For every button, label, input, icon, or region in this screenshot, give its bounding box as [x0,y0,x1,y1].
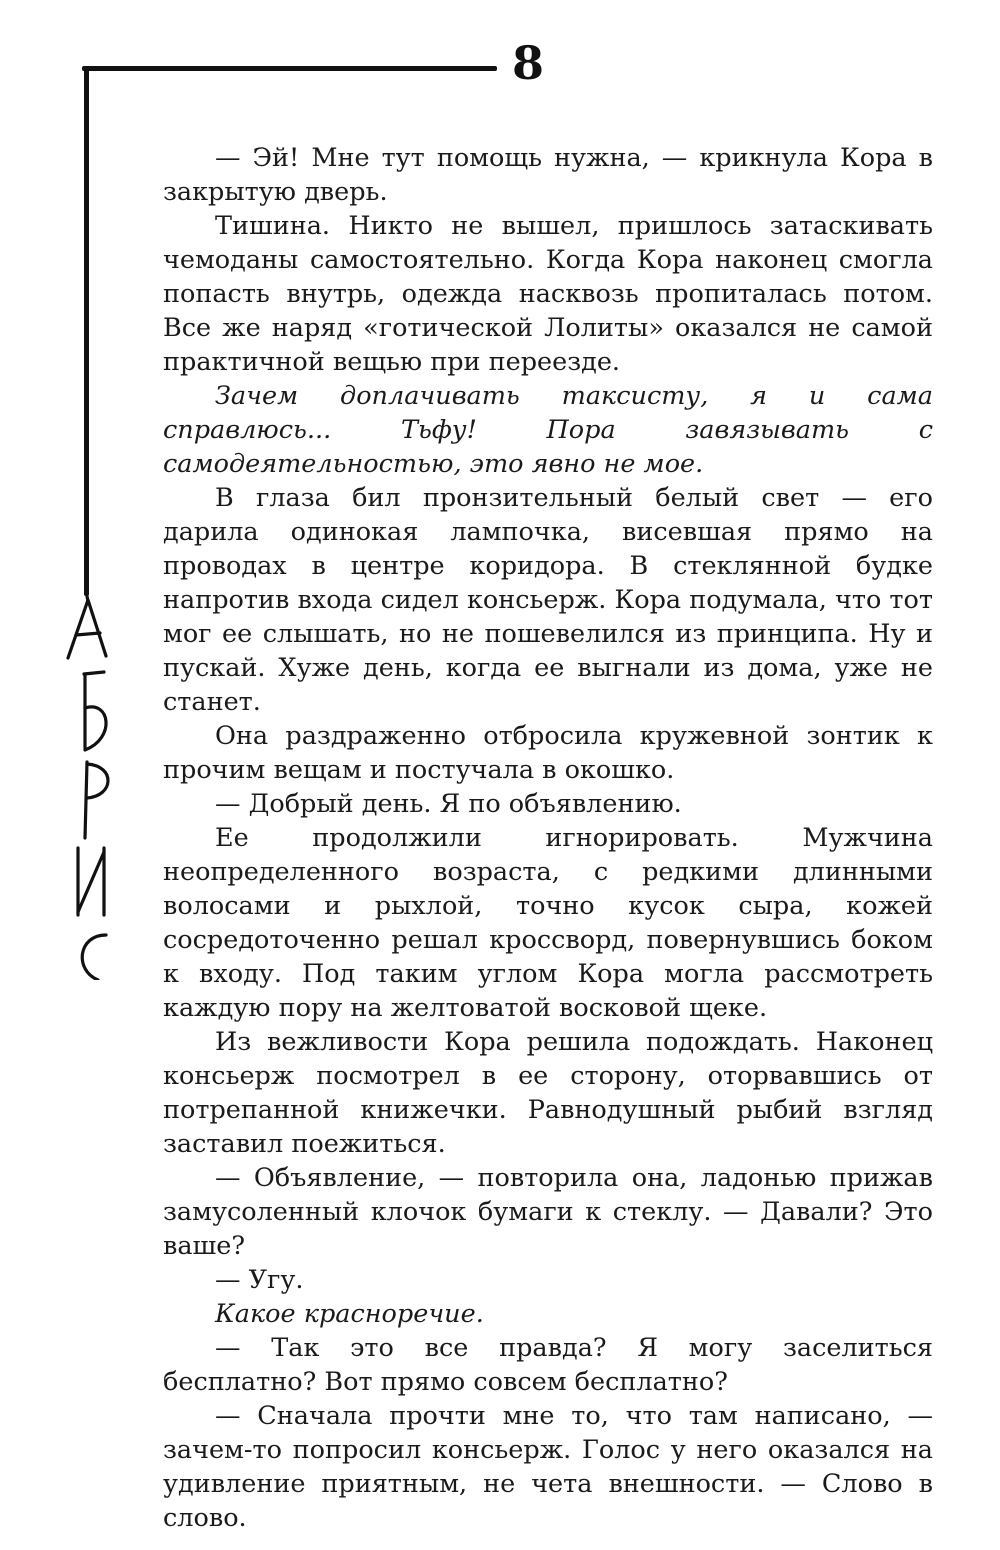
paragraph: Тишина. Никто не вышел, пришлось затаскивать чемоданы самостоятельно. Когда Кора наконец смогла попасть внутрь, одежда насквозь пропиталась потом. Все же наряд «готической Лолиты» оказался не самой практичной вещью при переезде. [163,211,933,377]
header-rule [82,66,497,71]
paragraph: — Так это все правда? Я могу заселиться бесплатно? Вот прямо совсем бесплатно? [163,1333,933,1397]
paragraph: — Эй! Мне тут помощь нужна, — крикнула Кора в закрытую дверь. [163,143,933,207]
italic-thought: Какое красноречие. [215,1299,484,1329]
page-number: 8 [512,36,545,90]
body-text [163,141,933,1535]
paragraph: Ее продолжили игнорировать. Мужчина неопределенного возраста, с редкими длинными волосами и рыхлой, точно кусок сыра, кожей сосредоточенно решал кроссворд, повернувшись боком к входу. Под таким углом Кора могла рассмотреть каждую пору на желтоватой восковой щеке. [163,823,933,1023]
paragraph: Она раздраженно отбросила кружевной зонтик к прочим вещам и постучала в окошко. [163,721,933,785]
paragraph: В глаза бил пронзительный белый свет — его дарила одинокая лампочка, висевшая прямо на проводах в центре коридора. В стеклянной будке напротив входа сидел консьерж. Кора подумала, что тот мог ее слышать, но не пошевелился из принципа. Ну и пускай. Хуже день, когда ее выгнали из дома, уже не станет. [163,483,933,717]
publisher-logo [58,590,128,980]
side-rule [84,66,89,596]
paragraph: Из вежливости Кора решила подождать. Наконец консьерж посмотрел в ее сторону, оторвавшись от потрепанной книжечки. Равнодушный рыбий взгляд заставил поежиться. [163,1027,933,1159]
paragraph: — Добрый день. Я по объявлению. [215,789,682,819]
paragraph: — Объявление, — повторила она, ладонью прижав замусоленный клочок бумаги к стеклу. — Давали? Это ваше? [163,1163,933,1261]
paragraph: — Сначала прочти мне то, что там написано, — зачем-то попросил консьерж. Голос у него оказался на удивление приятным, не чета внешности. — Слово в слово. [163,1401,933,1533]
italic-thought: Зачем доплачивать таксисту, я и сама справлюсь... Тьфу! Пора завязывать с самодеятельностью, это явно не мое. [163,381,933,479]
paragraph: — Угу. [215,1265,304,1295]
